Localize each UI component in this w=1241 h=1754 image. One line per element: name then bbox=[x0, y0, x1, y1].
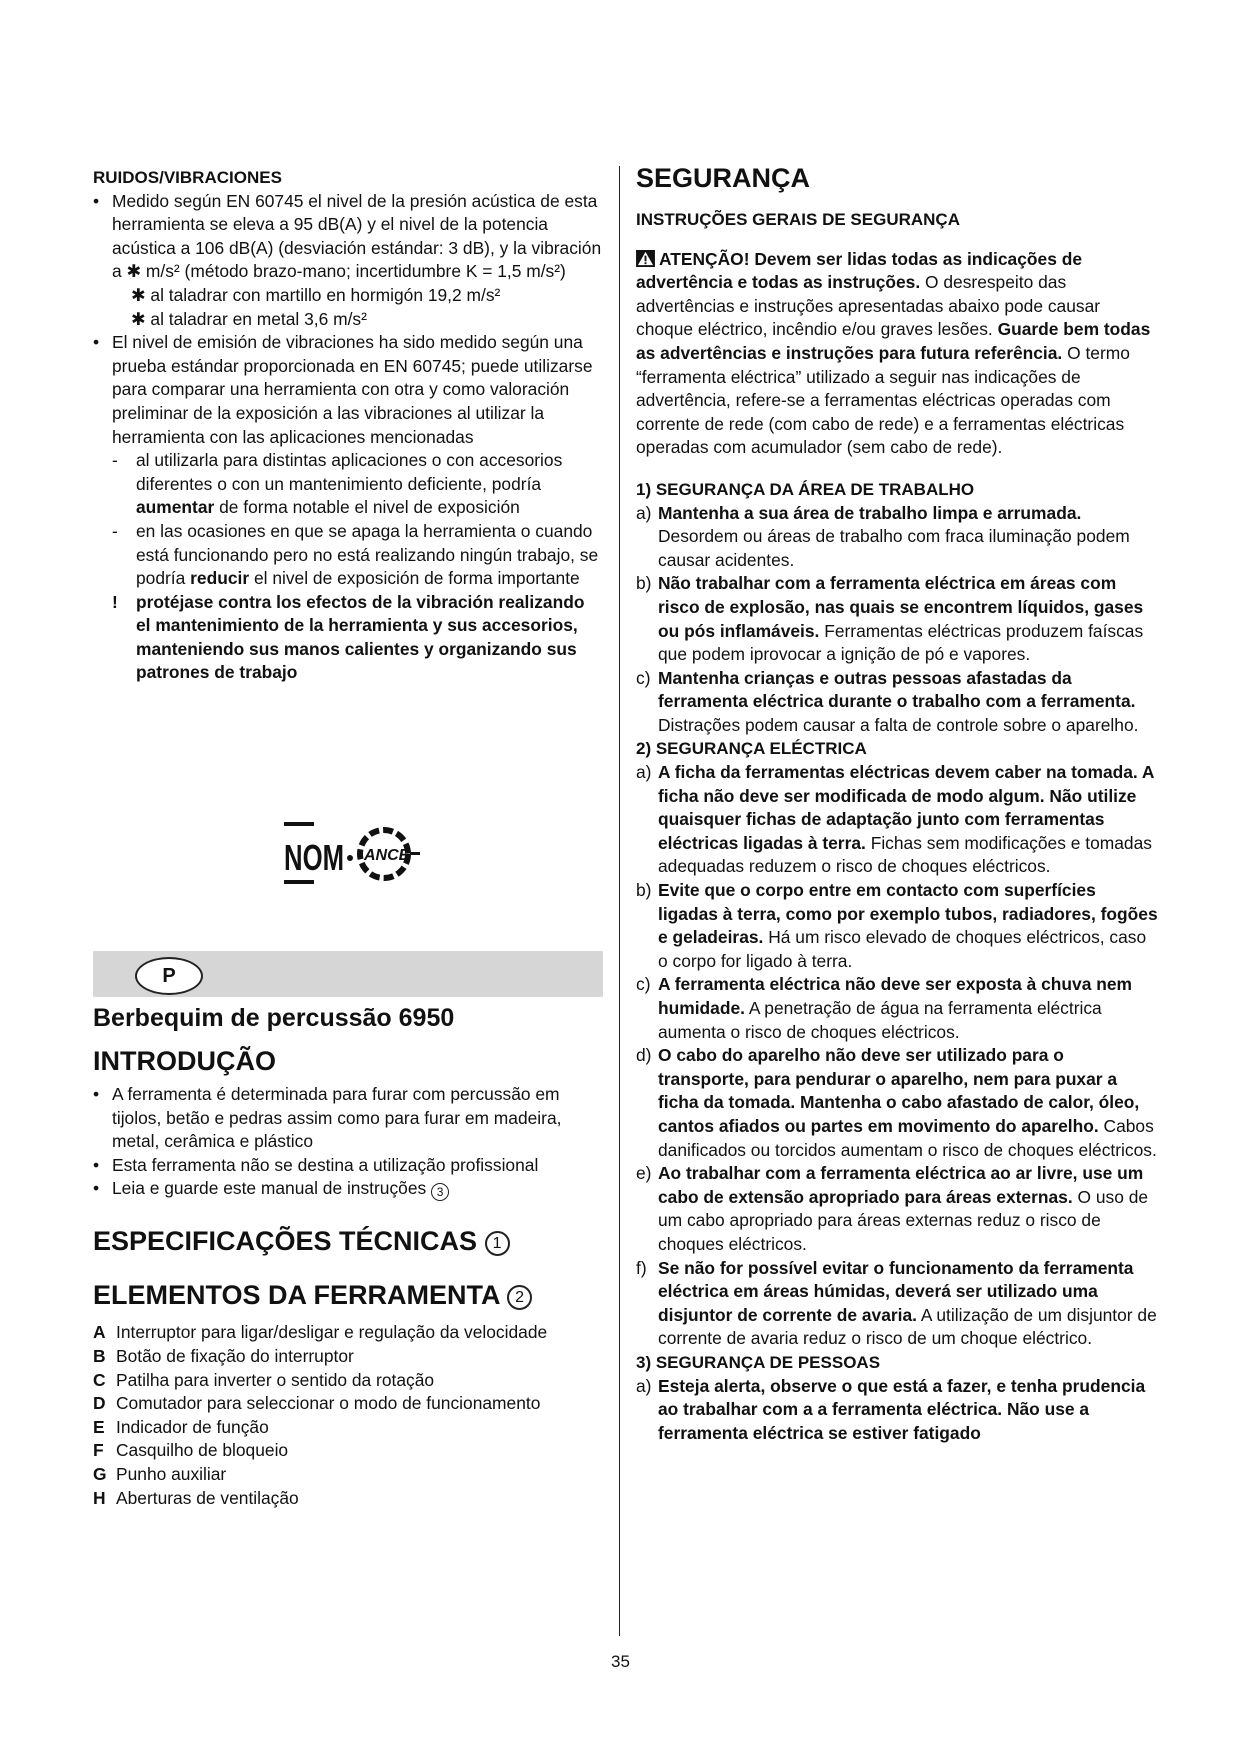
vibration-value-metal: ✱ al taladrar en metal 3,6 m/s² bbox=[131, 308, 367, 329]
vibration-value-concrete: ✱ al taladrar con martillo en hormigón 19,2 m/s² bbox=[131, 284, 501, 305]
element-item: A Interruptor para ligar/desligar e regulação da velocidade bbox=[93, 1322, 548, 1343]
safety-item-3a: a) Esteja alerta, observe o que está a fazer, e tenha prudencia ao trabalhar com a a ferramenta eléctrica. Não use a ferramenta eléctrica se estiver fatigado bbox=[636, 1375, 1146, 1443]
intro-heading: INTRODUÇÃO bbox=[93, 1046, 276, 1076]
page-number: 35 bbox=[611, 1652, 630, 1671]
section-3-heading: 3) SEGURANÇA DE PESSOAS bbox=[636, 1352, 881, 1372]
sub-item-2: - en las ocasiones en que se apaga la herramienta o cuando está funcionando pero no está realizando ningún trabajo, se podría reducir el nivel de exposición de forma importante bbox=[112, 520, 599, 589]
warning-paragraph: ATENÇÃO! Devem ser lidas todas as indicações de advertência e todas as instruções. O desrespeito das advertências e instruções apresentadas abaixo pode causar choque eléctrico, incêndio e/ou graves lesões. Guarde bem todas as advertências e instruções para futura referência. O termo “ferramenta eléctrica” utilizado a seguir nas indicações de advertência, refere-se a ferramentas eléctricas operadas com corrente de rede (com cabo de rede) e a ferramentas eléctricas operadas com acumulador (sem cabo de rede). bbox=[636, 248, 1151, 458]
safety-item-2c: c) A ferramenta eléctrica não deve ser exposta à chuva nem humidade. A penetração de água na ferramenta eléctrica aumenta o risco de choques eléctricos. bbox=[636, 974, 1132, 1042]
safety-item-2b: b) Evite que o corpo entre em contacto com superfícies ligadas à terra, como por exemplo tubos, radiadores, fogões e geladeiras. Há um risco elevado de choques eléctricos, caso o corpo for ligado à terra. bbox=[636, 880, 1158, 971]
spec-heading: ESPECIFICAÇÕES TÉCNICAS 1 bbox=[93, 1225, 603, 1257]
element-item: D Comutador para seleccionar o modo de funcionamento bbox=[93, 1393, 541, 1414]
section-1-heading: 1) SEGURANÇA DA ÁREA DE TRABALHO bbox=[636, 479, 975, 499]
right-column bbox=[636, 162, 1158, 1445]
safety-item-2a: a) A ficha da ferramentas eléctricas devem caber na tomada. A ficha não deve ser modificada de modo algum. Não utilize quaisquer fichas de adaptação junto com ferramentas eléctricas ligadas à terra. Fichas sem modificações e tomadas adequadas reduzem o risco de choques eléctricos. bbox=[636, 762, 1154, 877]
element-item: C Patilha para inverter o sentido da rotação bbox=[93, 1369, 435, 1390]
column-divider bbox=[619, 166, 620, 1636]
nom-ance-certification-logo bbox=[284, 810, 434, 900]
nom-text: NOM bbox=[284, 837, 344, 878]
safety-item-1a: a) Mantenha a sua área de trabalho limpa e arrumada. Desordem ou áreas de trabalho com fraca iluminação podem causar acidentes. bbox=[636, 502, 1130, 570]
intro-bullet-1: • A ferramenta é determinada para furar com percussão em tijolos, betão e pedras assim como para furar em madeira, metal, cerâmica e plástico bbox=[93, 1084, 562, 1152]
elements-list bbox=[93, 1321, 603, 1510]
vibration-warning: ! protéjase contra los efectos de la vibración realizando el mantenimiento de la herramienta y sus accesorios, manteniendo sus manos calientes y organizando sus patrones de trabajo bbox=[112, 591, 585, 683]
intro-bullet-2: • Esta ferramenta não se destina a utilização profissional bbox=[93, 1154, 539, 1175]
element-item: F Casquilho de bloqueio bbox=[93, 1440, 289, 1461]
safety-title: SEGURANÇA bbox=[636, 163, 811, 193]
general-safety-heading: INSTRUÇÕES GERAIS DE SEGURANÇA bbox=[636, 210, 960, 229]
element-item: G Punho auxiliar bbox=[93, 1463, 227, 1484]
safety-item-2f: f) Se não for possível evitar o funcionamento da ferramenta eléctrica em áreas húmidas, deverá ser utilizado uma disjuntor de corrente de avaria. A utilização de um disjuntor de corrente de avaria reduz o risco de um choque eléctrico. bbox=[636, 1257, 1157, 1349]
safety-item-1c: c) Mantenha crianças e outras pessoas afastadas da ferramenta eléctrica durante o trabalho com a ferramenta. Distrações podem causar a falta de controle sobre o aparelho. bbox=[636, 667, 1139, 735]
language-section-bar bbox=[93, 951, 603, 997]
ance-text: ANCE bbox=[364, 847, 410, 864]
safety-item-2e: e) Ao trabalhar com a ferramenta eléctrica ao ar livre, use um cabo de extensão apropriado para áreas externas. O uso de um cabo apropriado para áreas externas reduz o risco de choques eléctricos. bbox=[636, 1163, 1149, 1254]
language-badge: P bbox=[135, 957, 203, 995]
noise-heading: RUIDOS/VIBRACIONES bbox=[93, 168, 282, 187]
intro-bullet-3: • Leia e guarde este manual de instruções 3 bbox=[93, 1177, 603, 1201]
element-item: H Aberturas de ventilação bbox=[93, 1487, 299, 1508]
left-column bbox=[93, 166, 603, 685]
figure-ref-2: 2 bbox=[507, 1285, 532, 1310]
figure-ref-1: 1 bbox=[485, 1231, 510, 1256]
noise-bullet-2: • El nivel de emisión de vibraciones ha sido medido según una prueba estándar proporcionada en EN 60745; puede utilizarse para comparar una herramienta con otra y como valoración preliminar de la exposición a las vibraciones al utilizar la herramienta con las aplicaciones mencionadas bbox=[93, 332, 593, 447]
sub-item-1: - al utilizarla para distintas aplicaciones o con accesorios diferentes o con un mantenimiento deficiente, podría aumentar de forma notable el nivel de exposición bbox=[112, 450, 563, 518]
elements-heading: ELEMENTOS DA FERRAMENTA 2 bbox=[93, 1279, 603, 1311]
safety-item-1b: b) Não trabalhar com a ferramenta eléctrica em áreas com risco de explosão, nas quais se encontrem líquidos, gases ou pós inflamáveis. Ferramentas eléctricas produzem faíscas que podem iprovocar a ignição de pó e vapores. bbox=[636, 573, 1144, 665]
element-item: B Botão de fixação do interruptor bbox=[93, 1345, 354, 1366]
noise-bullet-1: • Medido según EN 60745 el nivel de la presión acústica de esta herramienta se eleva a 95 dB(A) y el nivel de la potencia acústica a 106 dB(A) (desviación estándar: 3 dB), y la vibración a ✱ m/s² (método brazo-mano; incertidumbre K = 1,5 m/s²) ✱ al taladrar con martillo en hormigón 19,2 m/s² ✱ al taladrar en metal 3,6 m/s² bbox=[93, 190, 603, 332]
product-title: Berbequim de percussão 6950 bbox=[93, 1004, 455, 1032]
safety-item-2d: d) O cabo do aparelho não deve ser utilizado para o transporte, para pendurar o aparelho, nem para puxar a ficha da tomada. Mantenha o cabo afastado de calor, óleo, cantos afiados ou partes em movimento do aparelho. Cabos danificados ou torcidos aumentam o risco de choques eléctricos. bbox=[636, 1045, 1157, 1160]
element-item: E Indicador de função bbox=[93, 1416, 269, 1437]
warning-triangle-icon bbox=[636, 250, 655, 267]
figure-ref-3: 3 bbox=[431, 1183, 449, 1201]
section-2-heading: 2) SEGURANÇA ELÉCTRICA bbox=[636, 739, 867, 759]
left-column-lower bbox=[93, 1003, 603, 1510]
